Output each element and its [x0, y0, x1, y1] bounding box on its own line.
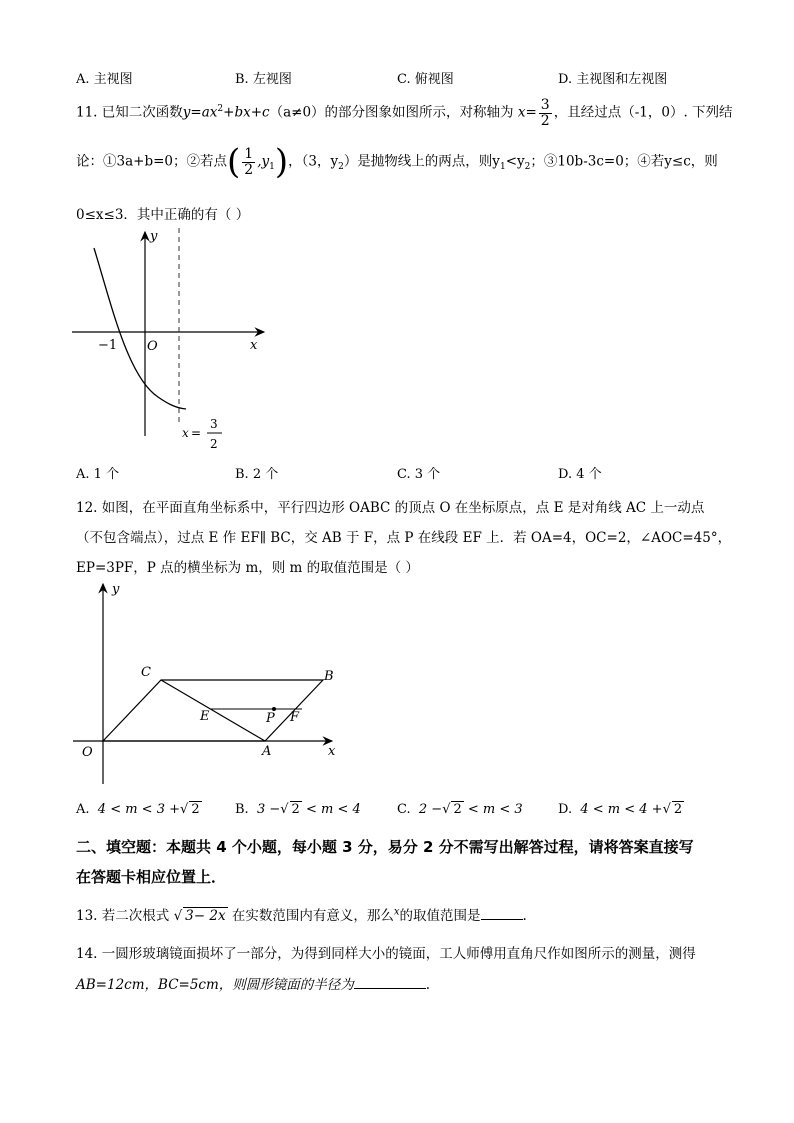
q12-label-p: P	[266, 711, 275, 726]
q10-option-b: B. 左视图	[235, 72, 292, 87]
section2-heading-line2: 在答题卡相应位置上．	[76, 868, 227, 886]
q12-parallelogram-figure	[70, 578, 350, 788]
q12-option-d: D. 4 < m < 4 +√ 2	[558, 802, 683, 817]
q11-parabola-curve	[94, 248, 186, 409]
q10-option-a: A. 主视图	[76, 72, 133, 87]
q12-label-o: O	[82, 745, 93, 760]
q12-line2: （不包含端点），过点 E 作 EF∥ BC，交 AB 于 F，点 P 在线段 EF 上．若 OA=4，OC=2，∠AOC=45°，	[76, 530, 732, 546]
q11-axis-label-den: 2	[210, 437, 218, 451]
q12-diagonal-ac	[161, 680, 265, 741]
q11-option-a: A. 1 个	[76, 467, 120, 482]
q11-line3: 0≤x≤3．其中正确的有（ ）	[76, 207, 250, 223]
q11-axis-label-eq: =	[191, 426, 202, 440]
q12-option-c: C. 2 −√ 2 < m < 3	[397, 802, 523, 817]
q11-origin-label: O	[147, 339, 158, 354]
q13-radicand: 3− 2x	[185, 908, 226, 924]
q13-line: 13. 若二次根式 √ 3− 2x 在实数范围内有意义，那么$^x$的取值范围是 .	[76, 906, 527, 924]
q14-line2: AB=12cm，BC=5cm，则圆形镜面的半径为 .	[76, 977, 431, 993]
q11-axis-label-num: 3	[210, 417, 218, 431]
q11-line2: 论：①3a+b=0；②若点( $\frac{1}{2}$ $,y_1$)，（3，$y_2$）是抛物线上的两点，则$y_1<y_2$；③10b-3c=0；④若y≤c，则	[76, 142, 718, 182]
q11-neg-one-label: −1	[98, 338, 118, 353]
section2-heading-line1: 二、填空题：本题共 4 个小题，每小题 3 分，易分 2 分不需写出解答过程，请将答案直接写	[76, 838, 694, 856]
q12-label-f: F	[290, 710, 300, 725]
q11-x-label: x	[250, 338, 258, 353]
q12-label-e: E	[200, 709, 210, 724]
q12-line3: EP=3PF，P 点的横坐标为 m，则 m 的取值范围是（ ）	[76, 560, 419, 576]
q12-y-label: y	[112, 582, 120, 597]
q11-y-label: y	[150, 229, 158, 244]
q11-parabola-figure	[68, 222, 278, 462]
q12-option-b: B. 3 −√ 2 < m < 4	[235, 802, 361, 817]
q14-line1: 14. 一圆形玻璃镜面损坏了一部分，为得到同样大小的镜面，工人师傅用直角尺作如图所示的测量，测得	[76, 946, 696, 962]
q12-label-b: B	[324, 669, 334, 684]
q14-answer-blank[interactable]	[354, 976, 426, 989]
q10-option-d: D. 主视图和左视图	[558, 72, 668, 87]
q12-label-c: C	[141, 665, 151, 680]
q11-option-c: C. 3 个	[397, 467, 441, 482]
q11-line1: 11. 已知二次函数$y=ax^2+bx+c(a\ne 0)$的部分图象如图所示，对称轴为 x= $\frac{3}{2}$ ，且经过点（-1，0）. 下列结	[76, 97, 733, 129]
q11-axis-label-x: x	[182, 426, 189, 440]
q12-x-label: x	[328, 744, 336, 759]
q11-option-d: D. 4 个	[558, 467, 602, 482]
q12-option-a: A. 4 < m < 3 +√ 2	[76, 802, 200, 817]
q11-option-b: B. 2 个	[235, 467, 279, 482]
q12-label-a: A	[262, 744, 272, 759]
q13-answer-blank[interactable]	[481, 907, 523, 920]
q10-option-c: C. 俯视图	[397, 72, 454, 87]
q12-line1: 12. 如图，在平面直角坐标系中，平行四边形 OABC 的顶点 O 在坐标原点，点 E 是对角线 AC 上一动点	[76, 500, 705, 516]
